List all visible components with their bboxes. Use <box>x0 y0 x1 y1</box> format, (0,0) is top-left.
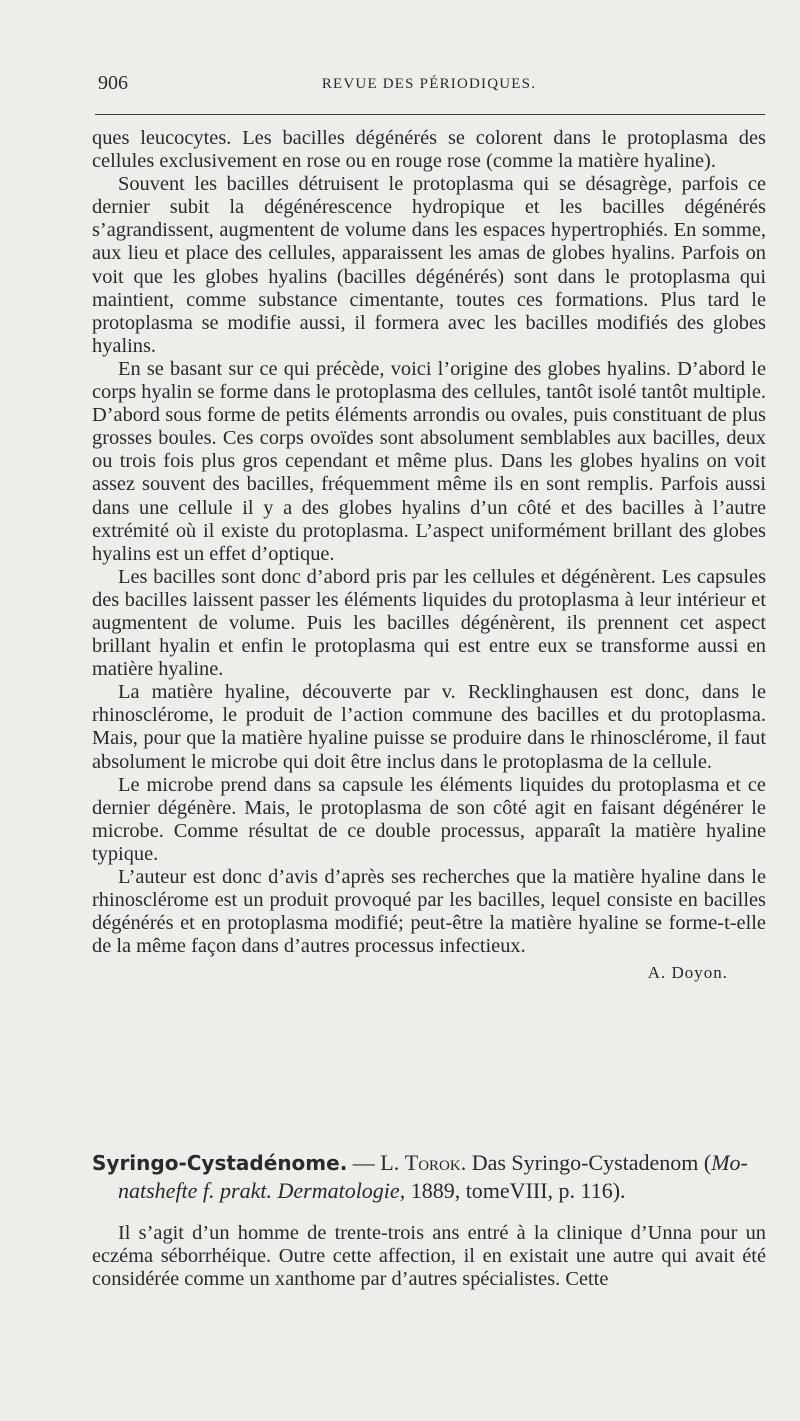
page-number: 906 <box>98 72 128 94</box>
header-rule <box>95 114 765 115</box>
article-author: Torok <box>404 1150 461 1175</box>
paragraph: ques leucocytes. Les bacilles dégénérés se colorent dans le protoplasma des cellules exclusivement en rose ou en rouge rose (comme la matière hyaline). <box>92 127 766 173</box>
paragraph: En se basant sur ce qui précède, voici l’origine des globes hyalins. D’abord le corps hyalin se forme dans le protoplasma des cellules, tantôt isolé tantôt multiple. D’abord sous forme de petits éléments arrondis ou ovales, puis constituant de plus grosses boules. Ces corps ovoïdes sont absolument semblables aux bacilles, deux ou trois fois plus gros cependant et même plus. Dans les globes hyalins on voit assez souvent des bacilles, fréquemment même ils en sont remplis. Parfois aussi dans une cellule il y a des globes hyalins d’un côté et des bacilles à l’autre extrémité où il existe du protoplasma. L’aspect uniformément brillant des globes hyalins est un effet d’optique. <box>92 357 766 565</box>
paragraph: Les bacilles sont donc d’abord pris par les cellules et dégénèrent. Les capsules des bacilles laissent passer les éléments liquides du protoplasma à leur intérieur et augmentent de volume. Puis les bacilles dégénèrent, ils prennent cet aspect brillant hyalin et enfin le protoplasma qui est entre eux se transforme aussi en matière hyaline. <box>92 565 766 681</box>
running-title: REVUE DES PÉRIODIQUES. <box>321 76 537 92</box>
review-body <box>92 127 766 984</box>
journal-name-part1: Mo- <box>711 1150 748 1175</box>
article-reference-tail: , 1889, tomeVIII, p. 116). <box>399 1178 626 1203</box>
article-title: Syringo-Cystadénome. <box>92 1151 348 1175</box>
paragraph: Il s’agit d’un homme de trente-trois ans entré à la clinique d’Unna pour un eczéma séborrhéique. Outre cette affection, il en existait une autre qui avait été considérée comme un xanthome par d’autres spécialistes. Cette <box>92 1222 766 1291</box>
paragraph: L’auteur est donc d’avis d’après ses recherches que la matière hyaline dans le rhinosclérome est un produit provoqué par les bacilles, lequel consiste en bacilles dégénérés et en protoplasma modifié; peut-être la matière hyaline se forme-t-elle de la même façon dans d’autres processus infectieux. <box>92 866 766 958</box>
page-header <box>92 72 766 100</box>
article-body <box>92 1222 766 1291</box>
paragraph: Le microbe prend dans sa capsule les éléments liquides du protoplasma et ce dernier dégénère. Mais, le protoplasma de son côté agit en faisant dégénérer le microbe. Comme résultat de ce double processus, apparaît la matière hyaline typique. <box>92 773 766 865</box>
author-signature: A. Doyon. <box>647 963 728 983</box>
paragraph: Souvent les bacilles détruisent le protoplasma qui se désagrège, parfois ce dernier subit la dégénérescence hydropique et les bacilles dégénérés s’agrandissent, augmentent de volume dans les espaces hypertrophiés. En somme, aux lieu et place des cellules, apparaissent les amas de globes hyalins. Parfois on voit que les globes hyalins (bacilles dégénérés) sont dans le protoplasma qui maintient, comme substance cimentante, toutes ces formations. Plus tard le protoplasma se modifie aussi, il formera avec les bacilles modifiés des globes hyalins. <box>92 173 766 357</box>
article-reference: . Das Syringo-Cystadenom ( <box>460 1150 712 1175</box>
paragraph: La matière hyaline, découverte par v. Recklinghausen est donc, dans le rhinosclérome, le produit de l’action commune des bacilles et du protoplasma. Mais, pour que la matière hyaline puisse se produire dans le rhinosclérome, il faut absolument le microbe qui doit être inclus dans le protoplasma de la cellule. <box>92 681 766 773</box>
article-dash: — L. <box>347 1150 405 1175</box>
article-heading <box>92 1149 766 1204</box>
journal-name-part2: natshefte f. prakt. Dermatologie <box>118 1178 400 1203</box>
